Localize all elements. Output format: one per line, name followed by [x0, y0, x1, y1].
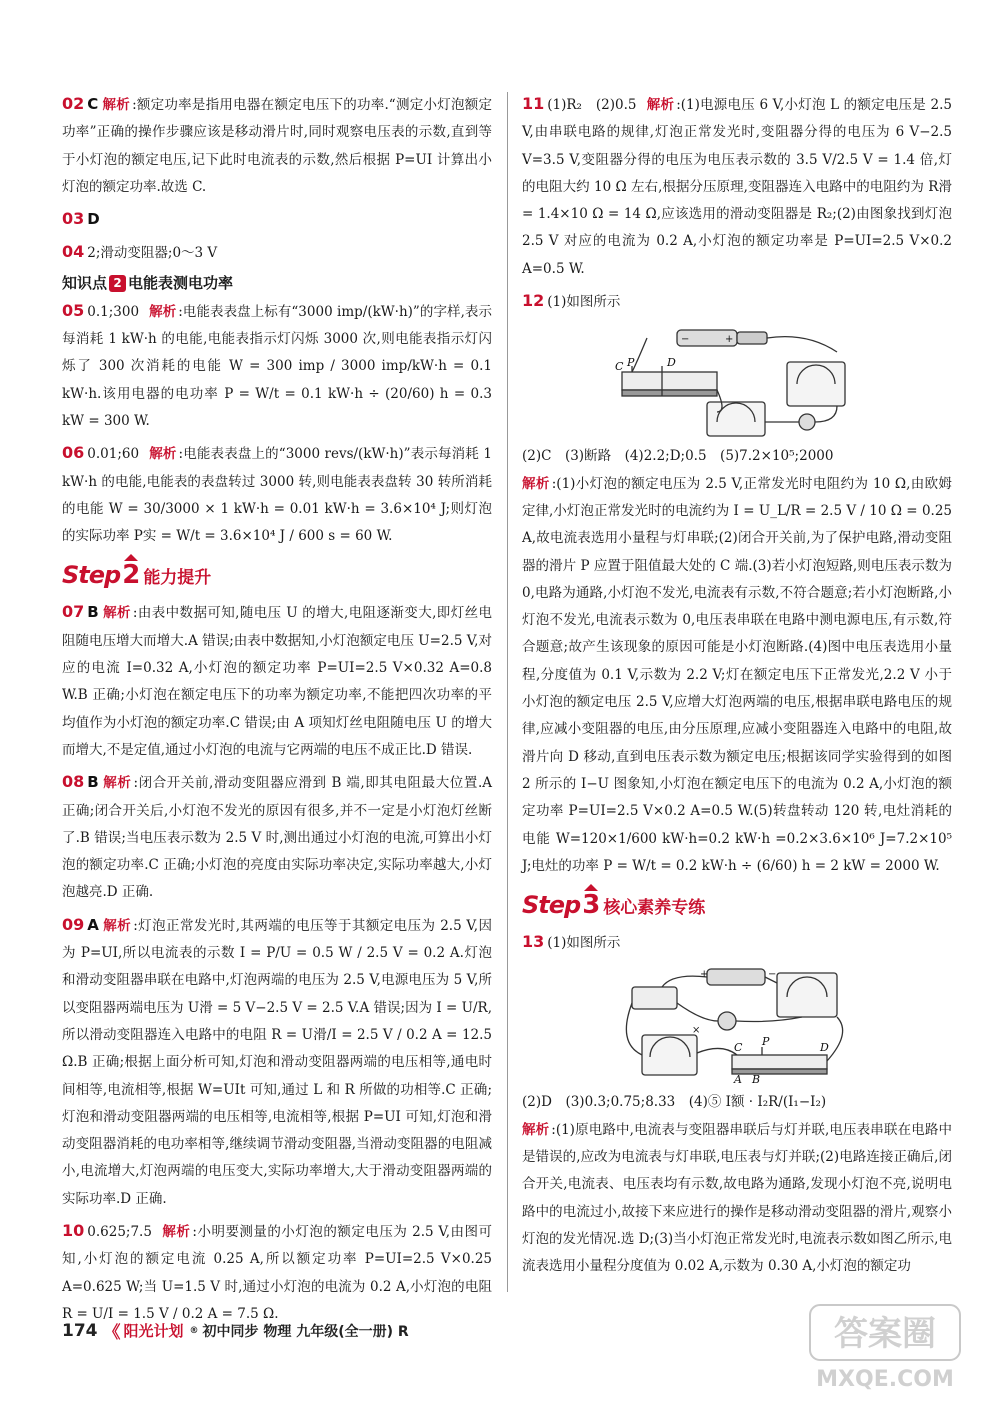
page-footer — [62, 1318, 492, 1343]
answer-08 — [62, 768, 492, 906]
left-column — [62, 90, 492, 1332]
answer-text: 2;滑动变阻器;0～3 V — [87, 245, 218, 262]
question-number: 09 — [62, 914, 85, 934]
analysis-text: :由表中数据可知,随电压 U 的增大,电阻逐渐变大,即灯丝电阻随电压增大而增大.A 错误;由表中数据知,小灯泡额定电压 U=2.5 V,对应的电流 I=0.32 A,小灯泡的额定功率 P=UI=2.5 V×0.32 A=0.8 W.B 正确;小灯泡在额定电压下的功率为额定功率,不能把四次功率的平均值作为小灯泡的额定功率.C 错误;由 A 项知灯丝电阻随电压 U 的增大而增大,不是定值,通过小灯泡的电流与它两端的电压不成正比.D 错误. — [62, 605, 492, 758]
column-divider — [507, 92, 508, 1292]
answer-06 — [62, 439, 492, 550]
terminal-d: D — [667, 356, 676, 370]
answer-11 — [522, 90, 952, 283]
analysis-label: 解析 — [102, 775, 132, 792]
registered-mark: ® — [189, 1325, 199, 1336]
watermark-bottom: MXQE.COM — [816, 1367, 954, 1392]
battery-minus: − — [768, 969, 777, 981]
page-number: 174 — [62, 1320, 98, 1341]
answer-option: C — [87, 95, 99, 113]
question-number: 07 — [62, 602, 85, 622]
terminal-c: C — [734, 1041, 743, 1055]
step-title: 核心素养专练 — [603, 897, 706, 918]
kp-prefix: 知识点 — [62, 273, 108, 292]
answer-13 — [522, 928, 952, 1280]
watermark-logo — [800, 1300, 980, 1395]
analysis-label: 解析 — [161, 1223, 191, 1240]
step-number: 3 — [582, 890, 601, 921]
step-3-heading — [522, 888, 952, 922]
answer-text: 0.625;7.5 — [87, 1223, 152, 1240]
analysis-text: :(1)小灯泡的额定电压为 2.5 V,正常发光时电阻约为 10 Ω,由欧姆定律,小灯泡正常发光时的电流约为 I = U_L/R = 2.5 V / 10 Ω = 0.25 A,故电流表选用小量程与灯串联;(2)闭合开关前,为了保护电路,滑动变阻器的滑片 P 应置于阻值最大处的 C 端.(3)若小灯泡短路,则电压表示数为 0,电路为通路,小灯泡不发光,电流表有示数,不符合题意;若小灯泡断路,小灯泡不发光,电流表示数为 0,电压表串联在电路中测电源电压,有示数,符合题意;故产生该现象的原因可能是小灯泡断路.(4)图中电压表选用小量程,分度值为 0.1 V,示数为 2.2 V;灯在额定电压下正常发光,2.2 V 小于小灯泡的额定电压 2.5 V,应增大灯泡两端的电压,根据串联电路电压的规律,应减小变阻器的电压,由分压原理,应减小变阻器连入电路中的电阻,故滑片向 D 移动,直到电压表示数为额定电压;根据该同学实验得到的如图 2 所示的 I−U 图象知,小灯泡在额定电压下的电流为 0.2 A,小灯泡的额定功率 P=UI=2.5 V×0.2 A=0.5 W.(5)转盘转动 120 转,电灶消耗的电能 W=120×1/600 kW·h=0.2 kW·h =0.2×3.6×10⁶ J=7.2×10⁵ J;电灶的功率 P = W/t = 0.2 kW·h ÷ (6/60) h = 2 kW = 2000 W. — [522, 475, 952, 874]
answer-list: (2)D (3)0.3;0.75;8.33 (4)⑤ I额 · I₂R/(I₁−I₂) — [522, 1094, 827, 1111]
answer-text: 0.1;300 — [87, 303, 140, 320]
analysis-text: :电能表表盘上标有“3000 imp/(kW·h)”的字样,表示每消耗 1 kW·h 的电能,电能表指示灯闪烁 3000 次,则电能表指示灯闪烁了 300 次消耗的电能 W = 300 imp / 3000 imp/kW·h = 0.1 kW·h.该用电器的电功率 P = W/t = 0.1 kW·h ÷ (20/60) h = 0.3 kW = 300 W. — [62, 303, 492, 429]
answer-option: D — [87, 210, 100, 229]
circuit-diagram-13 — [612, 963, 862, 1083]
answer-intro: (1)如图所示 — [547, 935, 621, 952]
kp-title: 电能表测电功率 — [128, 273, 234, 292]
knowledge-point-heading — [62, 272, 492, 293]
terminal-d: D — [820, 1041, 829, 1055]
terminal-b: B — [752, 1073, 761, 1084]
question-number: 10 — [62, 1220, 85, 1240]
analysis-text: :电能表表盘上的“3000 revs/(kW·h)”表示每消耗 1 kW·h 的电能,电能表的表盘转过 3000 转,则电能表表盘转 30 转所消耗的电能 W = 30/3000 × 1 kW·h = 0.01 kW·h = 3.6×10⁴ J;则灯泡的实际功率 P实 = W/t = 3.6×10⁴ J / 600 s = 60 W. — [62, 446, 492, 545]
chevron-icon: 《 — [103, 1323, 121, 1343]
answer-05 — [62, 297, 492, 435]
slider-p: P — [762, 1035, 770, 1049]
analysis-label: 解析 — [522, 475, 550, 492]
answer-09 — [62, 911, 492, 1213]
analysis-text: :小明要测量的小灯泡的额定电压为 2.5 V,由图可知,小灯泡的额定电流 0.25 A,所以额定功率 P=UI=2.5 V×0.25 A=0.625 W;当 U=1.5 V 时,通过小灯泡的电流为 0.2 A,小灯泡的电阻 R = U/I = 1.5 V / 0.2 A = 7.5 Ω. — [62, 1223, 493, 1322]
answer-03 — [62, 205, 492, 234]
answer-12 — [522, 287, 952, 880]
slider-p: P — [627, 356, 635, 370]
question-number: 04 — [62, 242, 85, 262]
question-number: 11 — [522, 94, 545, 113]
answer-text: 0.01;60 — [87, 446, 140, 463]
analysis-label: 解析 — [102, 97, 131, 113]
cross-mark: × — [692, 1025, 701, 1037]
battery-minus: − — [681, 334, 690, 346]
answer-07 — [62, 598, 492, 764]
battery-plus: + — [725, 334, 734, 346]
step-word: Step — [522, 891, 581, 920]
analysis-text: :闭合开关前,滑动变阻器应滑到 B 端,即其电阻最大位置.A 正确;闭合开关后,小灯泡不发光的原因有很多,并不一定是小灯泡灯丝断了.B 错误;当电压表示数为 2.5 V 时,测出通过小灯泡的电流,可算出小灯泡的额定功率.C 正确;小灯泡的亮度由实际功率决定,实际功率越大,小灯泡越亮.D 正确. — [62, 775, 492, 901]
step-word: Step — [62, 561, 121, 590]
analysis-text: :灯泡正常发光时,其两端的电压等于其额定电压为 2.5 V,因为 P=UI,所以电流表的示数 I = P/U = 0.5 W / 2.5 V = 0.2 A.灯泡和滑动变阻器串联在电路中,灯泡两端的电压为 2.5 V,电源电压为 5 V,所以变阻器两端电压为 U滑 = 5 V−2.5 V = 2.5 V.A 错误;因为 I = U/R,所以滑动变阻器连入电路中的电阻 R = U滑/I = 2.5 V / 0.2 A = 12.5 Ω.B 正确;根据上面分析可知,灯泡和滑动变阻器两端的电压相等,通电时间相等,电流相等,根据 W=UIt 可知,通过 L 和 R 所做的功相等.C 正确;灯泡和滑动变阻器两端的电压相等,电流相等,根据 P=UI 可知,灯泡和滑动变阻器消耗的电功率相等,继续调节滑动变阻器,当滑动变阻器的电阻减小,电流增大,灯泡两端的电压变大,实际功率增大,大于滑动变阻器两端的实际功率.D 正确. — [62, 917, 493, 1207]
question-number: 08 — [62, 772, 85, 792]
step-number: 2 — [122, 560, 141, 591]
question-number: 02 — [62, 94, 85, 113]
answer-option: A — [87, 915, 99, 934]
analysis-label: 解析 — [102, 605, 131, 622]
watermark-top: 答案圈 — [834, 1314, 936, 1354]
step-title: 能力提升 — [143, 567, 212, 588]
answer-04 — [62, 238, 492, 267]
book-title: 初中同步 物理 九年级(全一册) R — [202, 1323, 409, 1340]
step-2-heading — [62, 558, 492, 592]
kp-number: 2 — [109, 275, 126, 292]
answer-02 — [62, 90, 492, 201]
answer-intro: (1)如图所示 — [547, 294, 621, 311]
right-column — [522, 90, 952, 1285]
analysis-label: 解析 — [102, 917, 132, 934]
question-number: 03 — [62, 209, 85, 229]
answer-text: (1)R₂ (2)0.5 — [547, 97, 637, 113]
question-number: 05 — [62, 300, 85, 320]
analysis-text: :额定功率是指用电器在额定电压下的功率.“测定小灯泡额定功率”正确的操作步骤应该是移动滑片时,同时观察电压表的示数,直到等于小灯泡的额定电压,记下此时电流表的示数,然后根据 P=UI 计算出小灯泡的额定功率.故选 C. — [62, 97, 492, 195]
question-number: 06 — [62, 443, 85, 463]
analysis-label: 解析 — [149, 303, 177, 320]
analysis-label: 解析 — [646, 97, 675, 113]
answer-10 — [62, 1217, 492, 1328]
terminal-a: A — [734, 1073, 742, 1084]
question-number: 13 — [522, 932, 545, 952]
brand-name: 阳光计划 — [123, 1322, 184, 1340]
answer-option: B — [87, 603, 99, 622]
answer-list: (2)C (3)断路 (4)2.2;D;0.5 (5)7.2×10⁵;2000 — [522, 448, 834, 465]
answer-option: B — [87, 773, 99, 792]
analysis-text: :(1)原电路中,电流表与变阻器串联后与灯并联,电压表串联在电路中是错误的,应改为电流表与灯串联,电压表与灯并联;(2)电路连接正确后,闭合开关,电流表、电压表均有示数,故电路为通路,发现小灯泡不亮,说明电路中的电流过小,故接下来应进行的操作是移动滑动变阻器的滑片,观察小灯泡的发光情况.选 D;(3)当小灯泡正常发光时,电流表示数如图乙所示,电流表选用小量程分度值为 0.02 A,示数为 0.30 A,小灯泡的额定功 — [522, 1121, 952, 1275]
analysis-text: :(1)电源电压 6 V,小灯泡 L 的额定电压是 2.5 V,由串联电路的规律,灯泡正常发光时,变阻器分得的电压为 6 V−2.5 V=3.5 V,变阻器分得的电压为电压表示数的 3.5 V/2.5 V = 1.4 倍,灯的电阻大约 10 Ω 左右,根据分压原理,变阻器连入电路中的电阻约为 R滑 = 1.4×10 Ω = 14 Ω,应该选用的滑动变阻器是 R₂;(2)由图象找到灯泡 2.5 V 对应的电流为 0.2 A,小灯泡的额定功率是 P=UI=2.5 V×0.2 A=0.5 W. — [522, 97, 952, 277]
question-number: 12 — [522, 291, 545, 311]
analysis-label: 解析 — [522, 1121, 550, 1138]
analysis-label: 解析 — [149, 446, 177, 463]
terminal-c: C — [615, 360, 624, 374]
battery-plus: + — [700, 969, 709, 981]
circuit-diagram-12 — [607, 322, 867, 437]
